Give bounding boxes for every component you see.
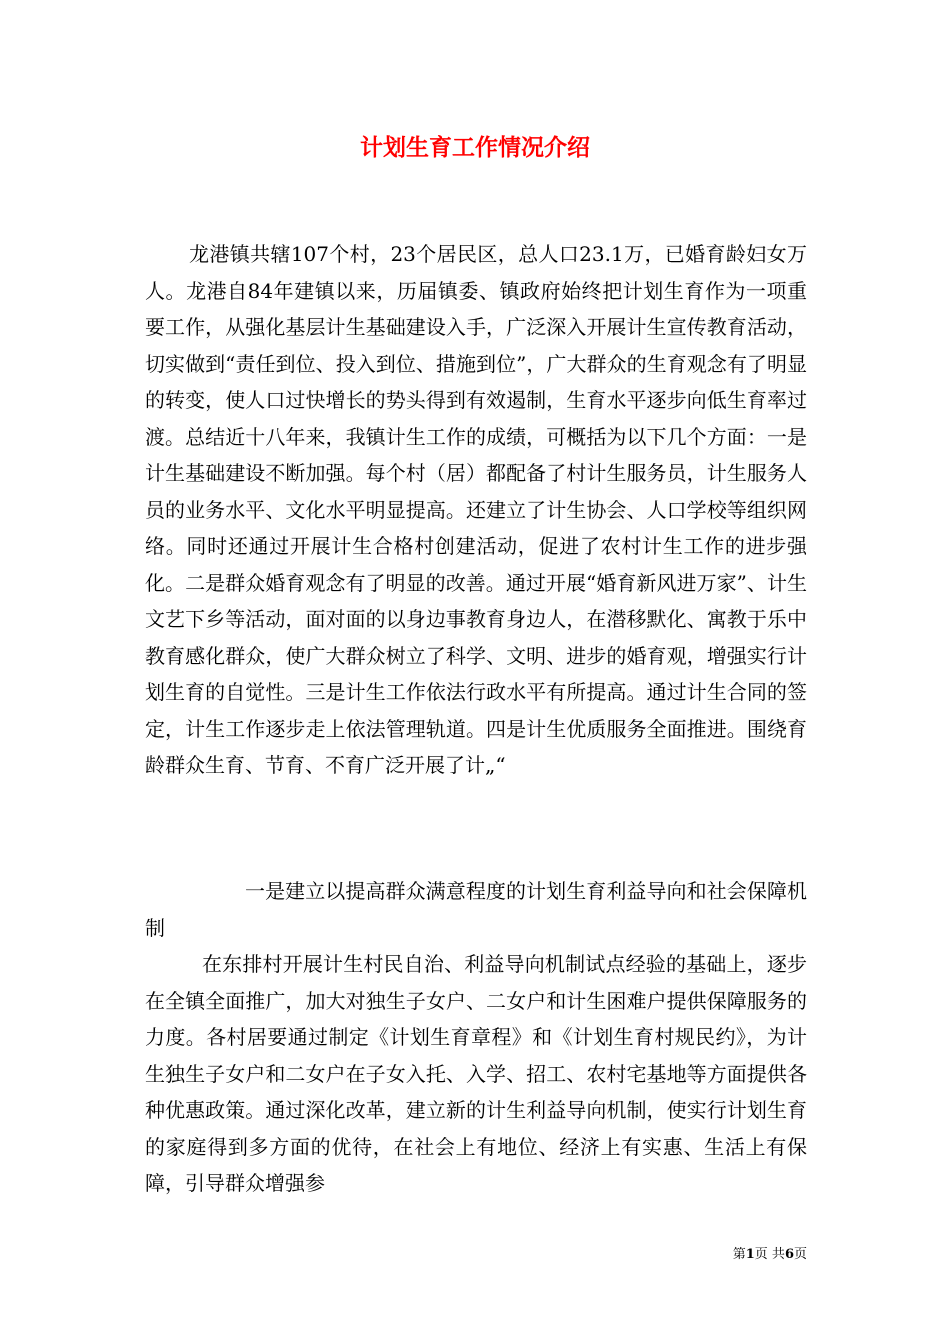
section-heading-paragraph: 一是建立以提高群众满意程度的计划生育利益导向和社会保障机制 [145,879,807,940]
body-paragraph-mechanism: 在东排村开展计生村民自治、利益导向机制试点经验的基础上，逐步在全镇全面推广，加大对独生子女户、二女户和计生困难户提供保障服务的力度。各村居要通过制定《计划生育章程》和《计划生育村规民约》，为计生独生子女户和二女户在子女入托、入学、招工、农村宅基地等方面提供各种优惠政策。通过深化改革，建立新的计生利益导向机制，使实行计划生育的家庭得到多方面的优待，在社会上有地位、经济上有实惠、生活上有保障，引导群众增强参 [145,952,807,1195]
footer-suffix: 页 [793,1247,807,1262]
body-paragraph-intro: 龙港镇共辖107个村，23个居民区，总人口23.1万，已婚育龄妇女万人。龙港自84年建镇以来，历届镇委、镇政府始终把计划生育作为一项重要工作，从强化基层计生基础建设入手，广泛深入开展计生宣传教育活动，切实做到“责任到位、投入到位、措施到位”，广大群众的生育观念有了明显的转变，使人口过快增长的势头得到有效遏制，生育水平逐步向低生育率过渡。总结近十八年来，我镇计生工作的成绩，可概括为以下几个方面：一是计生基础建设不断加强。每个村（居）都配备了村计生服务员，计生服务人员的业务水平、文化水平明显提高。还建立了计生协会、人口学校等组织网络。同时还通过开展计生合格村创建活动，促进了农村计生工作的进步强化。二是群众婚育观念有了明显的改善。通过开展“婚育新风进万家”、计生文艺下乡等活动，面对面的以身边事教育身边人，在潜移默化、寓教于乐中教育感化群众，使广大群众树立了科学、文明、进步的婚育观，增强实行计划生育的自觉性。三是计生工作依法行政水平有所提高。通过计生合同的签定，计生工作逐步走上依法管理轨道。四是计生优质服务全面推进。围绕育龄群众生育、节育、不育广泛开展了计„“ [145,242,807,777]
footer-current-page: 1 [745,1247,755,1262]
footer-prefix: 第 [732,1247,746,1262]
document-title: 计划生育工作情况介绍 [360,134,590,161]
page-footer [733,1246,807,1264]
footer-total-pages: 6 [784,1247,794,1262]
footer-middle: 页 共 [754,1247,785,1262]
